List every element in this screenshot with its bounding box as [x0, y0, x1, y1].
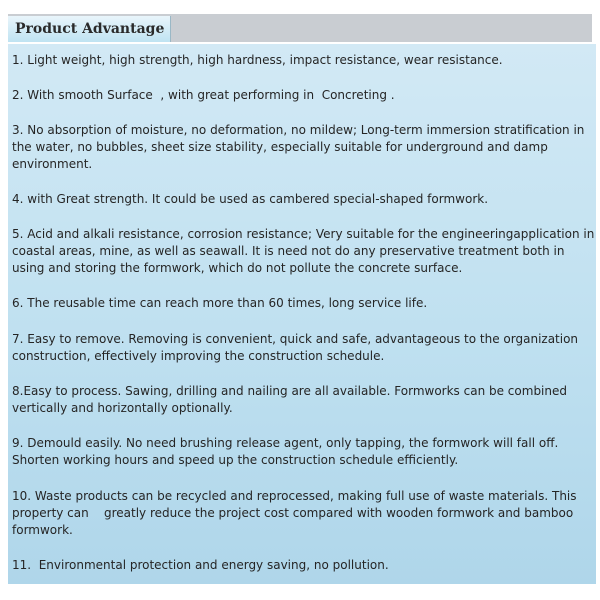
advantage-item-11: 11. Environmental protection and energy saving, no pollution.	[12, 558, 389, 572]
advantages-panel	[8, 44, 599, 584]
advantage-item-2: 2. With smooth Surface , with great performing in Concreting .	[12, 88, 395, 102]
advantage-item-7: 7. Easy to remove. Removing is convenient, quick and safe, advantageous to the organization construction, effectively improving the construction schedule.	[12, 332, 582, 364]
advantage-item-6: 6. The reusable time can reach more than 60 times, long service life.	[12, 296, 428, 310]
page-title: Product Advantage	[15, 21, 165, 37]
advantage-item-5: 5. Acid and alkali resistance, corrosion resistance; Very suitable for the engineeringapplication in coastal areas, mine, as well as seawall. It is need not do any preservative treatment both in using and storing the formwork, which do not pollute the concrete surface.	[12, 227, 599, 276]
advantage-item-9: 9. Demould easily. No need brushing release agent, only tapping, the formwork will fall off. Shorten working hours and speed up the construction schedule efficiently.	[12, 436, 563, 468]
advantage-item-8: 8.Easy to process. Sawing, drilling and nailing are all available. Formworks can be combined vertically and horizontally optionally.	[12, 384, 571, 416]
advantage-item-4: 4. with Great strength. It could be used as cambered special-shaped formwork.	[12, 192, 489, 206]
advantage-item-3: 3. No absorption of moisture, no deformation, no mildew; Long-term immersion stratification in the water, no bubbles, sheet size stability, especially suitable for underground and damp environment.	[12, 123, 589, 172]
advantage-item-1: 1. Light weight, high strength, high hardness, impact resistance, wear resistance.	[12, 53, 503, 67]
advantage-item-10: 10. Waste products can be recycled and reprocessed, making full use of waste materials. This property can greatly reduce the project cost compared with wooden formwork and bamboo formwork.	[12, 489, 581, 538]
